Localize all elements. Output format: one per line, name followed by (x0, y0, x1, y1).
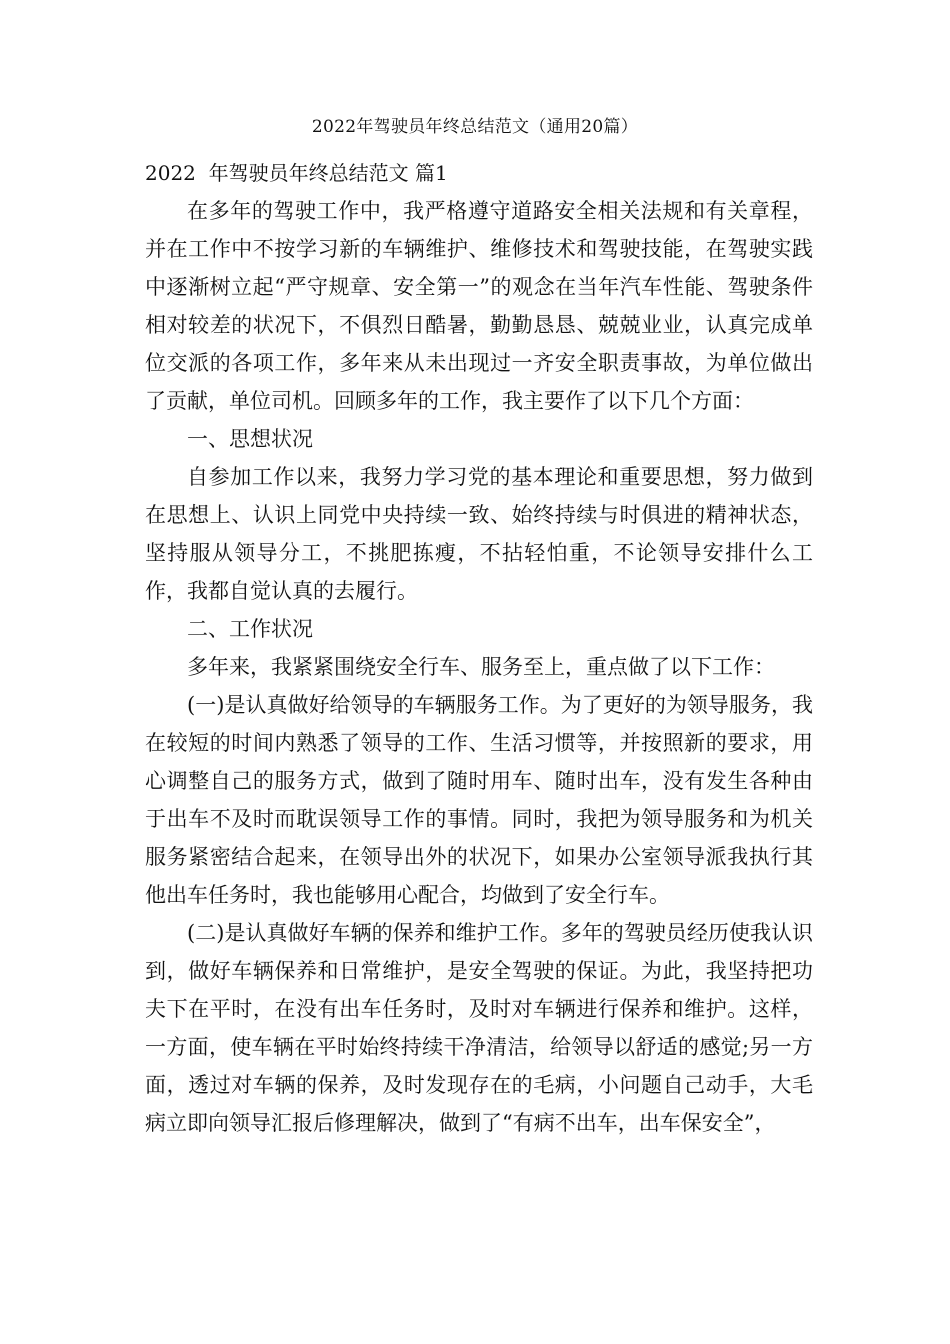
paragraph-intro: 在多年的驾驶工作中，我严格遵守道路安全相关法规和有关章程，并在工作中不按学习新的车辆维护、维修技术和驾驶技能，在驾驶实践中逐渐树立起“严守规章、安全第一”的观念在当年汽车性能、驾驶条件相对较差的状况下，不俱烈日酷暑，勤勤恳恳、兢兢业业，认真完成单位交派的各项工作，多年来从未出现过一齐安全职责事故，为单位做出了贡献，单位司机。回顾多年的工作，我主要作了以下几个方面： (145, 199, 813, 413)
paragraph-work-intro: 多年来，我紧紧围绕安全行车、服务至上，重点做了以下工作： (187, 655, 775, 679)
document-title: 2022年驾驶员年终总结范文（通用20篇） (311, 117, 639, 137)
subheading-thinking: 一、思想状况 (187, 427, 313, 451)
section-heading: 2022 年驾驶员年终总结范文 篇1 (145, 161, 448, 185)
paragraph-work-item-2: (二)是认真做好车辆的保养和维护工作。多年的驾驶员经历使我认识到，做好车辆保养和日常维护，是安全驾驶的保证。为此，我坚持把功夫下在平时，在没有出车任务时，及时对车辆进行保养和维护。这样，一方面，使车辆在平时始终持续干净清洁，给领导以舒适的感觉;另一方面，透过对车辆的保养，及时发现存在的毛病，小问题自己动手，大毛病立即向领导汇报后修理解决，做到了“有病不出车，出车保安全”， (145, 921, 813, 1135)
subheading-work: 二、工作状况 (187, 617, 313, 641)
document-body (145, 192, 813, 1142)
paragraph-thinking: 自参加工作以来，我努力学习党的基本理论和重要思想，努力做到在思想上、认识上同党中央持续一致、始终持续与时俱进的精神状态，坚持服从领导分工，不挑肥拣瘦，不拈轻怕重，不论领导安排什么工作，我都自觉认真的去履行。 (145, 465, 813, 603)
paragraph-work-item-1: (一)是认真做好给领导的车辆服务工作。为了更好的为领导服务，我在较短的时间内熟悉了领导的工作、生活习惯等，并按照新的要求，用心调整自己的服务方式，做到了随时用车、随时出车，没有发生各种由于出车不及时而耽误领导工作的事情。同时，我把为领导服务和为机关服务紧密结合起来，在领导出外的状况下，如果办公室领导派我执行其他出车任务时，我也能够用心配合，均做到了安全行车。 (145, 693, 813, 907)
